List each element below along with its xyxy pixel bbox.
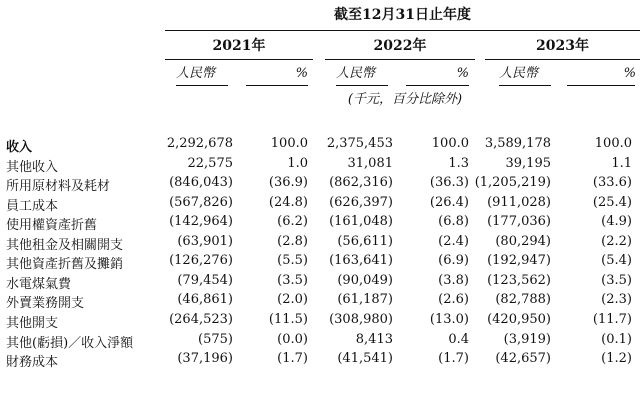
percent-2023: (5.4) [601, 253, 632, 269]
percent-2021: (24.8) [268, 194, 308, 210]
percent-2022: (13.0) [429, 311, 469, 327]
row-label: 其他租金及相關開支 [6, 237, 124, 253]
value-2021: (37,196) [177, 351, 233, 367]
value-2023: (1,205,219) [474, 175, 551, 191]
table-row [0, 310, 640, 331]
value-2022: (862,316) [329, 175, 393, 191]
value-2021: (142,964) [169, 214, 233, 230]
table-row [0, 173, 640, 195]
percent-rule-2022 [406, 85, 469, 86]
percent-2023: (33.6) [592, 175, 632, 191]
value-2021: 2,292,678 [166, 136, 233, 151]
percent-2023: 1.1 [611, 155, 632, 171]
value-2021: 22,575 [187, 155, 233, 171]
table-row [0, 271, 640, 292]
year-header-2022: 2022年 [373, 38, 427, 54]
percent-2021: 1.0 [287, 155, 308, 171]
percent-label-2022: % [456, 66, 469, 81]
value-2021: (846,043) [169, 175, 233, 191]
value-2021: (79,454) [177, 272, 233, 288]
value-2023: (42,657) [495, 351, 551, 367]
period-header: 截至12月31日止年度 [334, 7, 471, 23]
value-2023: (911,028) [487, 194, 551, 210]
year-header-2021: 2021年 [212, 38, 266, 54]
year-rule-2023 [485, 59, 640, 60]
value-2022: (56,611) [337, 233, 393, 249]
row-label: 其他資產折舊及攤銷 [6, 257, 124, 273]
percent-2022: (1.7) [438, 351, 469, 367]
value-2023: (123,562) [487, 272, 551, 288]
value-2023: 39,195 [505, 155, 551, 171]
row-label: 外賣業務開支 [6, 296, 85, 312]
percent-2022: (6.8) [438, 214, 469, 230]
unit-label-2022: 人民幣 [336, 66, 376, 81]
value-2021: (567,826) [169, 194, 233, 210]
percent-2023: (2.3) [601, 292, 632, 308]
percent-2022: (26.4) [429, 194, 469, 210]
table-row [0, 134, 640, 155]
percent-2021: (3.5) [277, 272, 308, 288]
percent-2022: 100.0 [431, 136, 469, 151]
percent-label-2021: % [295, 66, 308, 81]
value-2022: 2,375,453 [326, 136, 393, 151]
value-2022: (626,397) [329, 194, 393, 210]
percent-rule-2021 [246, 85, 308, 86]
table-row [0, 330, 640, 351]
value-2021: (126,276) [169, 253, 233, 269]
unit-note: (千元，百分比除外) [347, 92, 463, 107]
percent-2023: 100.0 [594, 136, 632, 151]
percent-2022: (36.3) [429, 175, 469, 191]
table-row [0, 251, 640, 273]
percent-2023: (1.2) [601, 351, 632, 367]
unit-rule-2022 [336, 85, 388, 86]
unit-label-2023: 人民幣 [499, 66, 539, 81]
row-label: 財務成本 [6, 355, 59, 371]
percent-2022: (6.9) [438, 253, 469, 269]
percent-2023: (4.9) [601, 214, 632, 230]
table-row [0, 232, 640, 253]
value-2022: (61,187) [337, 292, 393, 308]
percent-2021: (0.0) [277, 331, 308, 347]
row-label: 其他收入 [6, 159, 59, 175]
value-2022: (308,980) [329, 311, 393, 327]
percent-2022: 1.3 [448, 155, 469, 171]
year-rule-2021 [165, 59, 313, 60]
row-label: 水電煤氣費 [6, 276, 72, 292]
percent-2021: (36.9) [268, 175, 308, 191]
percent-2023: (0.1) [601, 331, 632, 347]
percent-2023: (2.2) [601, 233, 632, 249]
value-2021: (63,901) [177, 233, 233, 249]
percent-2021: (6.2) [277, 214, 308, 230]
value-2022: (41,541) [337, 351, 393, 367]
value-2022: (161,048) [329, 214, 393, 230]
unit-rule-2021 [176, 85, 228, 86]
percent-2023: (11.7) [592, 311, 632, 327]
row-label: 其他開支 [6, 315, 59, 331]
value-2023: (3,919) [503, 331, 551, 347]
percent-2022: (3.8) [438, 272, 469, 288]
row-label: 所用原材料及耗材 [6, 179, 111, 195]
row-label: 收入 [6, 140, 33, 155]
table-row [0, 154, 640, 175]
year-header-2023: 2023年 [536, 38, 589, 54]
value-2021: (575) [198, 331, 233, 347]
value-2021: (46,861) [177, 292, 233, 308]
percent-rule-2023 [567, 85, 635, 86]
table-row [0, 290, 640, 312]
value-2022: 31,081 [347, 155, 393, 171]
table-row [0, 349, 640, 371]
unit-rule-2023 [499, 85, 551, 86]
percent-2023: (3.5) [601, 272, 632, 288]
value-2023: (192,947) [487, 253, 551, 269]
value-2022: 8,413 [355, 331, 393, 347]
year-rule-2022 [325, 59, 475, 60]
value-2023: (80,294) [495, 233, 551, 249]
percent-2022: (2.4) [438, 233, 469, 249]
table-row [0, 212, 640, 234]
value-2023: (420,950) [487, 311, 551, 327]
value-2023: 3,589,178 [484, 136, 551, 151]
value-2023: (82,788) [495, 292, 551, 308]
percent-2021: (5.5) [277, 253, 308, 269]
percent-2023: (25.4) [592, 194, 632, 210]
value-2022: (90,049) [337, 272, 393, 288]
percent-2021: (11.5) [268, 311, 308, 327]
table-row [0, 193, 640, 214]
row-label: 使用權資產折舊 [6, 218, 98, 234]
value-2021: (264,523) [169, 311, 233, 327]
percent-2021: (1.7) [277, 351, 308, 367]
header-rule-top [165, 30, 640, 31]
percent-2022: 0.4 [448, 331, 469, 347]
row-label: 員工成本 [6, 198, 59, 214]
unit-label-2021: 人民幣 [176, 66, 216, 81]
percent-2022: (2.6) [438, 292, 469, 308]
percent-2021: (2.0) [277, 292, 308, 308]
percent-label-2023: % [623, 66, 636, 81]
percent-2021: 100.0 [270, 136, 308, 151]
row-label: 其他(虧損)／收入淨額 [6, 335, 134, 351]
percent-2021: (2.8) [277, 233, 308, 249]
value-2022: (163,641) [329, 253, 393, 269]
value-2023: (177,036) [487, 214, 551, 230]
